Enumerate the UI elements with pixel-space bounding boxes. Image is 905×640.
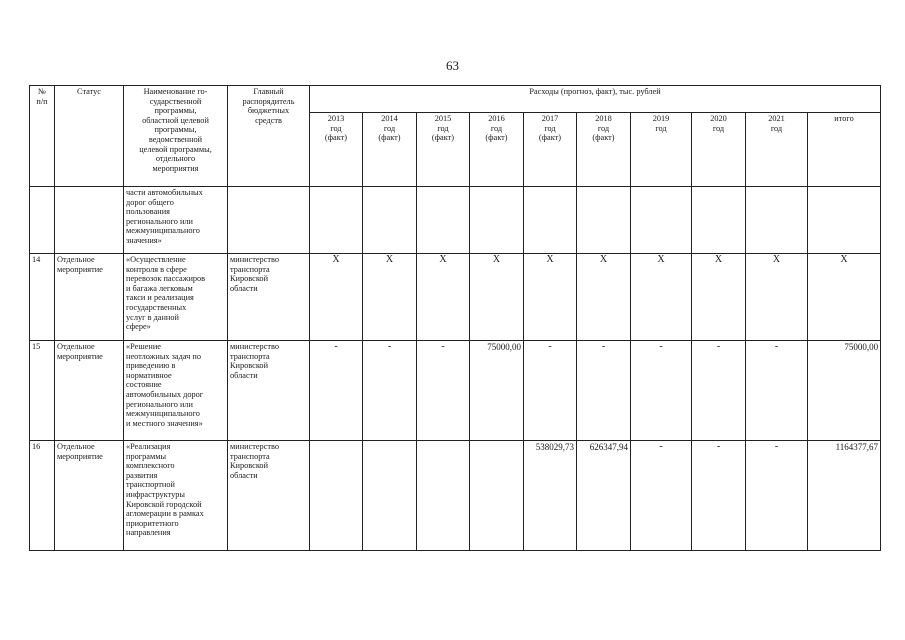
row-total: 1164377,67 xyxy=(808,441,881,551)
row-value-2017: 538029,73 xyxy=(524,441,577,551)
row-value-2018: - xyxy=(577,341,631,441)
header-year-value: 2017 xyxy=(541,114,559,123)
table-row xyxy=(30,187,881,254)
row-value-2016 xyxy=(470,441,524,551)
header-row-top xyxy=(30,86,881,113)
header-year-value: 2016 xyxy=(488,114,505,123)
row-num xyxy=(30,187,55,254)
row-value-2017 xyxy=(524,187,577,254)
row-value-2021: Х xyxy=(746,254,808,341)
row-value-2015: Х xyxy=(417,254,470,341)
row-num: 15 xyxy=(30,341,55,441)
header-year-2021 xyxy=(746,113,808,187)
row-value-2016: Х xyxy=(470,254,524,341)
header-expenses xyxy=(310,86,881,113)
header-year-label: год (факт) xyxy=(485,123,508,143)
header-year-2016 xyxy=(470,113,524,187)
header-year-value: 2019 xyxy=(652,114,670,123)
header-total: итого xyxy=(808,113,881,187)
row-status: Отдельное мероприятие xyxy=(55,441,124,551)
table-row xyxy=(30,441,881,551)
page-number: 63 xyxy=(446,58,459,73)
header-year-label: год (факт) xyxy=(538,123,562,143)
row-value-2018: 626347,94 xyxy=(577,441,631,551)
row-value-2017: - xyxy=(524,341,577,441)
row-value-2020 xyxy=(692,187,746,254)
row-value-2016 xyxy=(470,187,524,254)
row-value-2016: 75000,00 xyxy=(470,341,524,441)
header-year-label: год (факт) xyxy=(378,123,401,143)
row-value-2020: - xyxy=(692,441,746,551)
row-total xyxy=(808,187,881,254)
header-year-label: год (факт) xyxy=(431,123,455,143)
row-manager: министерство транспорта Кировской области xyxy=(228,341,310,441)
header-year-value: 2014 xyxy=(381,114,398,123)
row-name: «Реализация программы комплексного развития транспортной инфраструктуры Кировской городской агломерации в рамках приоритетного направления xyxy=(124,441,228,551)
row-value-2021 xyxy=(746,187,808,254)
header-year-2017 xyxy=(524,113,577,187)
row-name: части автомобильных дорог общего пользования регионального или межмуниципального значения» xyxy=(124,187,228,254)
expenses-table xyxy=(29,85,881,551)
header-expenses-text: Расходы (прогноз, факт), тыс. рублей xyxy=(529,87,661,96)
row-value-2015 xyxy=(417,187,470,254)
row-value-2013: Х xyxy=(310,254,363,341)
header-year-label: год xyxy=(712,123,725,133)
row-value-2013: - xyxy=(310,341,363,441)
header-manager-text: Главный распорядитель бюджетных средств xyxy=(242,87,295,125)
row-manager: министерство транспорта Кировской области xyxy=(228,441,310,551)
row-name: «Осуществление контроля в сфере перевозок пассажиров и багажа легковым такси и реализация государственных услуг в данной сфере» xyxy=(124,254,228,341)
header-status-text: Статус xyxy=(77,87,101,96)
row-value-2020: - xyxy=(692,341,746,441)
table-row xyxy=(30,254,881,341)
row-value-2019: - xyxy=(631,441,692,551)
header-year-value: 2020 xyxy=(710,114,727,123)
table-row xyxy=(30,341,881,441)
row-value-2015 xyxy=(417,441,470,551)
header-year-value: 2015 xyxy=(434,114,452,123)
row-value-2014: Х xyxy=(363,254,417,341)
row-status: Отдельное мероприятие xyxy=(55,341,124,441)
row-status: Отдельное мероприятие xyxy=(55,254,124,341)
row-value-2018: Х xyxy=(577,254,631,341)
header-year-label: год xyxy=(770,123,783,133)
row-num: 16 xyxy=(30,441,55,551)
header-year-2013 xyxy=(310,113,363,187)
row-value-2013 xyxy=(310,441,363,551)
row-value-2014 xyxy=(363,187,417,254)
header-year-2020 xyxy=(692,113,746,187)
row-status xyxy=(55,187,124,254)
row-num: 14 xyxy=(30,254,55,341)
row-manager: министерство транспорта Кировской области xyxy=(228,254,310,341)
row-value-2019 xyxy=(631,187,692,254)
row-value-2014 xyxy=(363,441,417,551)
row-total: 75000,00 xyxy=(808,341,881,441)
header-year-label: год (факт) xyxy=(324,123,348,143)
header-num xyxy=(30,86,55,187)
header-name-text: Наименование го- сударственной программы, областной целевой программы, ведомственной целевой программы, отдельного мероприятия xyxy=(139,87,212,173)
header-manager xyxy=(228,86,310,187)
header-status xyxy=(55,86,124,187)
row-value-2021: - xyxy=(746,441,808,551)
header-year-2014 xyxy=(363,113,417,187)
header-year-2019 xyxy=(631,113,692,187)
row-value-2019: - xyxy=(631,341,692,441)
header-num-text: № п/п xyxy=(36,87,48,106)
row-value-2021: - xyxy=(746,341,808,441)
header-year-value: 2018 xyxy=(595,114,612,123)
header-year-2015 xyxy=(417,113,470,187)
row-manager xyxy=(228,187,310,254)
header-year-value: 2013 xyxy=(327,114,345,123)
row-value-2018 xyxy=(577,187,631,254)
row-value-2015: - xyxy=(417,341,470,441)
row-value-2014: - xyxy=(363,341,417,441)
header-name xyxy=(124,86,228,187)
header-year-value: 2021 xyxy=(768,114,785,123)
row-total: Х xyxy=(808,254,881,341)
header-year-label: год xyxy=(655,123,667,133)
header-year-label: год (факт) xyxy=(592,123,615,143)
row-name: «Решение неотложных задач по приведению в нормативное состояние автомобильных дорог регионального или межмуниципального и местного значения» xyxy=(124,341,228,441)
row-value-2017: Х xyxy=(524,254,577,341)
row-value-2013 xyxy=(310,187,363,254)
header-year-2018 xyxy=(577,113,631,187)
row-value-2019: Х xyxy=(631,254,692,341)
row-value-2020: Х xyxy=(692,254,746,341)
